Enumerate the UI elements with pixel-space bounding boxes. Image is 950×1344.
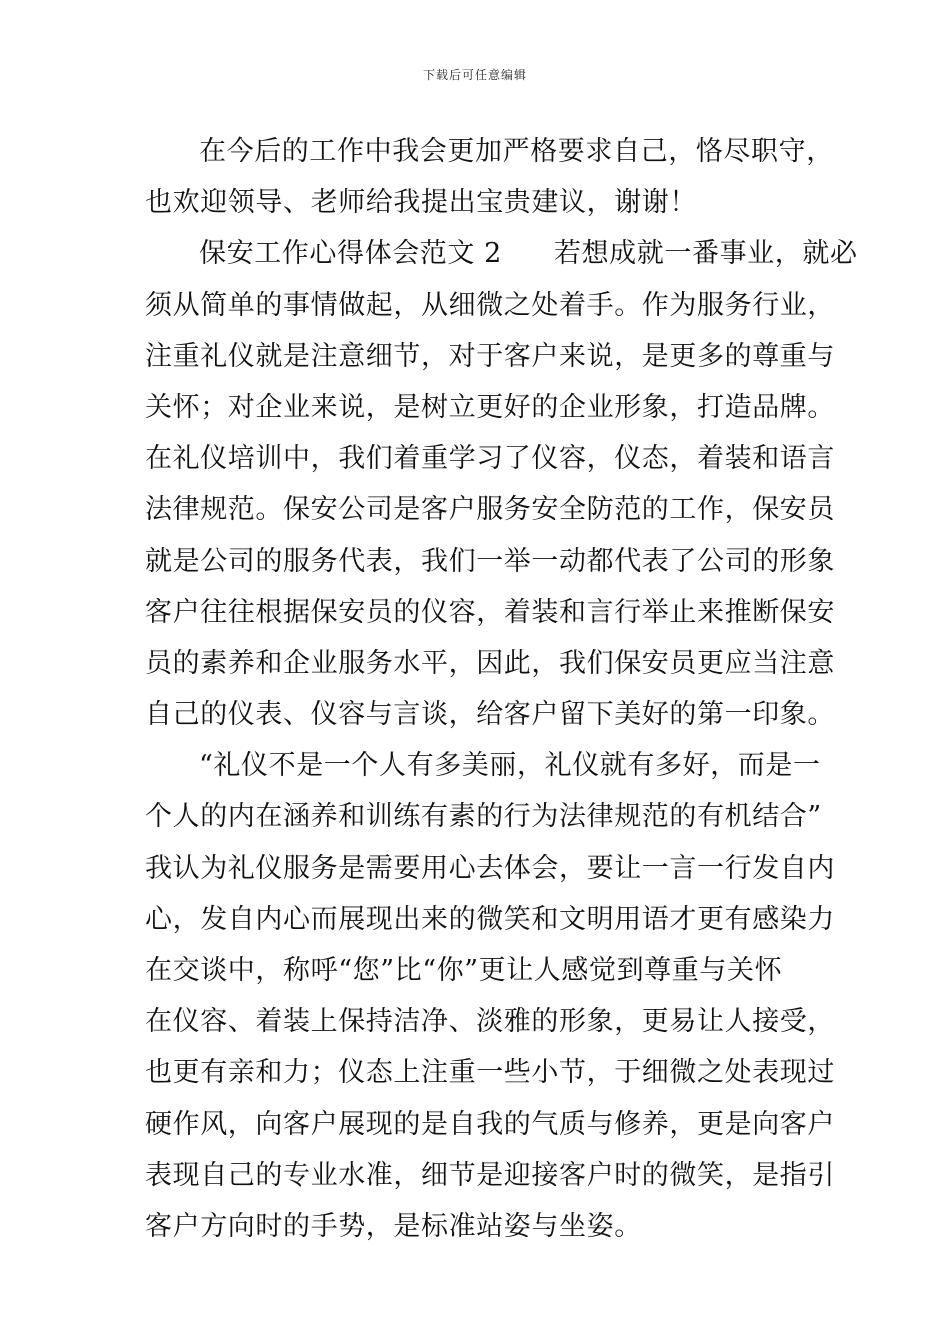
text-line: 自己的仪表、仪容与言谈，给客户留下美好的第一印象。 [145, 699, 835, 731]
text-line: 关怀；对企业来说，是树立更好的企业形象，打造品牌。 [145, 391, 835, 423]
document-body [145, 126, 858, 1252]
text-line: 个人的内在涵养和训练有素的行为法律规范的有机结合” [145, 801, 822, 833]
text-line: 心，发自内心而展现出来的微笑和文明用语才更有感染力 [145, 903, 835, 935]
text-line: 员的素养和企业服务水平，因此，我们保安员更应当注意 [145, 647, 835, 679]
text-line: 也欢迎领导、老师给我提出宝贵建议，谢谢！ [145, 187, 697, 219]
page-header-note: 下载后可任意编辑 [422, 68, 527, 82]
essay-title: 保安工作心得体会范文 2 [199, 238, 502, 270]
text-line: 也更有亲和力；仪态上注重一些小节，于细微之处表现过 [145, 1057, 835, 1089]
text-line: 我认为礼仪服务是需要用心去体会，要让一言一行发自内 [145, 852, 835, 884]
text-line: 须从简单的事情做起，从细微之处着手。作为服务行业， [145, 289, 835, 321]
paragraph-etiquette-quote [145, 740, 835, 1252]
text-line: 在交谈中，称呼“您”比“你”更让人感觉到尊重与关怀 [145, 955, 783, 986]
paragraph-closing [145, 126, 834, 228]
text-line: 硬作风，向客户展现的是自我的气质与修养，更是向客户 [145, 1108, 835, 1140]
text-line: 法律规范。保安公司是客户服务安全防范的工作，保安员 [145, 494, 835, 526]
text-line: 就是公司的服务代表，我们一举一动都代表了公司的形象 [145, 545, 835, 577]
text-line-with-title [145, 228, 858, 279]
text-line: 表现自己的专业水准，细节是迎接客户时的微笑，是指引 [145, 1159, 835, 1191]
text-line-start: 若想成就一番事业，就必 [553, 238, 858, 270]
text-line: 注重礼仪就是注意细节，对于客户来说，是更多的尊重与 [145, 340, 835, 372]
text-line: 在今后的工作中我会更加严格要求自己，恪尽职守， [199, 136, 834, 167]
text-line: 客户往往根据保安员的仪容，着装和言行举止来推断保安 [145, 596, 835, 628]
text-line: 客户方向时的手势，是标准站姿与坐姿。 [145, 1210, 642, 1242]
text-line: “礼仪不是一个人有多美丽，礼仪就有多好，而是一 [199, 750, 821, 782]
text-line: 在仪容、着装上保持洁净、淡雅的形象，更易让人接受， [145, 1006, 835, 1038]
text-line: 在礼仪培训中，我们着重学习了仪容，仪态，着装和语言 [145, 443, 835, 475]
paragraph-essay-2 [145, 228, 858, 740]
